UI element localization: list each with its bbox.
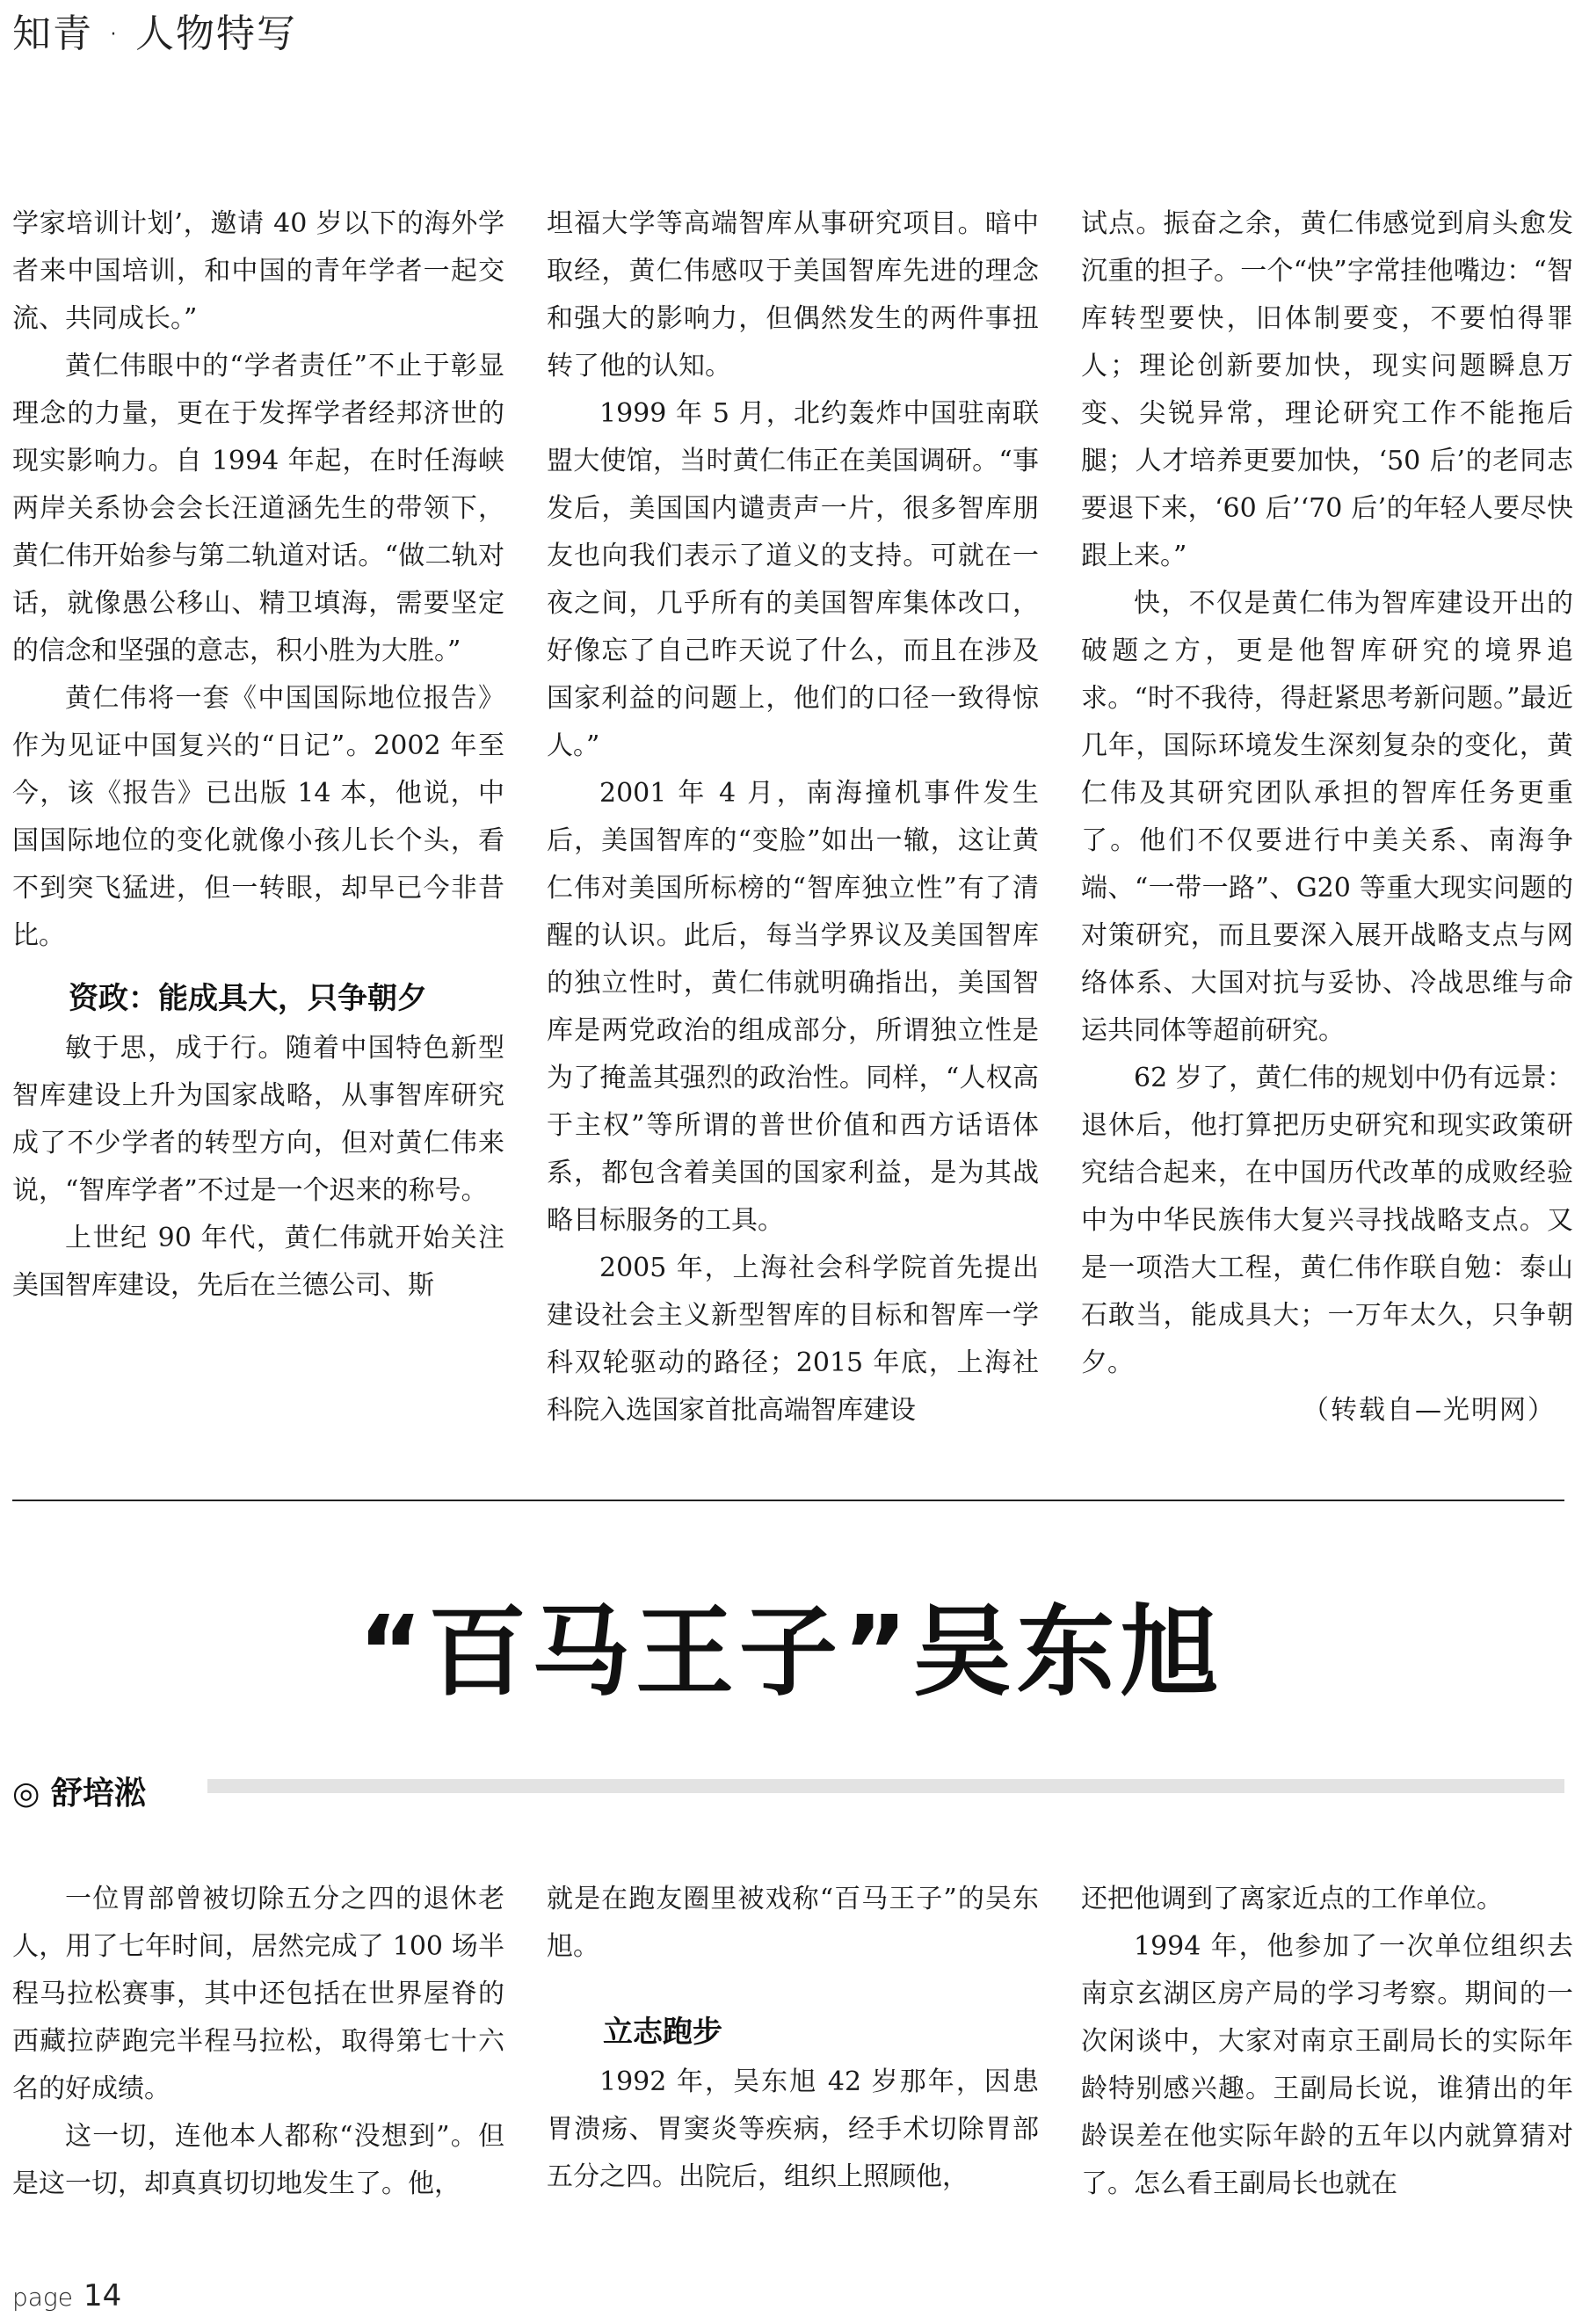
article1-column-2 <box>547 200 1039 1434</box>
source-credit: （转载自—光明网） <box>1303 1395 1556 1426</box>
byline-decorative-bar <box>207 1779 1564 1793</box>
author-byline: ◎ 舒培淞 <box>12 1776 146 1812</box>
paragraph: 快，不仅是黄仁伟为智库建设开出的破题之方，更是他智库研究的境界追求。“时不我待，得赶紧思考新问题。”最近几年，国际环境发生深刻复杂的变化，黄仁伟及其研究团队承担的智库任务更重了。他们不仅要进行中美关系、南海争端、“一带一路”、G20 等重大现实问题的对策研究，而且要深入展开战略支点与网络体系、大国对抗与妥协、冷战思维与命运共同体等超前研究。 <box>1081 588 1573 1046</box>
paragraph: 学家培训计划’，邀请 40 岁以下的海外学者来中国培训，和中国的青年学者一起交流、共同成长。” <box>12 208 504 334</box>
article2-column-3 <box>1081 1876 1573 2208</box>
article-title: “百马王子”吴东旭 <box>358 1595 1224 1710</box>
page-label: page <box>12 2283 73 2312</box>
section-divider <box>12 1500 1564 1501</box>
paragraph: 这一切，连他本人都称“没想到”。但是这一切，却真真切切地发生了。他， <box>12 2121 504 2199</box>
paragraph: 敏于思，成于行。随着中国特色新型智库建设上升为国家战略，从事智库研究成了不少学者的转型方向，但对黄仁伟来说，“智库学者”不过是一个迟来的称号。 <box>12 1033 504 1206</box>
subheading: 资政：能成具大，只争朝夕 <box>69 981 427 1016</box>
paragraph: 一位胃部曾被切除五分之四的退休老人，用了七年时间，居然完成了 100 场半程马拉松赛事，其中还包括在世界屋脊的西藏拉萨跑完半程马拉松，取得第七十六名的好成绩。 <box>12 1884 504 2104</box>
paragraph: 黄仁伟将一套《中国国际地位报告》作为见证中国复兴的“日记”。2002 年至今，该《报告》已出版 14 本，他说，中国国际地位的变化就像小孩儿长个头，看不到突飞猛进，但一转眼，却早已今非昔比。 <box>12 683 504 951</box>
article2-column-1 <box>12 1876 504 2208</box>
paragraph: 黄仁伟眼中的“学者责任”不止于彰显理念的力量，更在于发挥学者经邦济世的现实影响力。自 1994 年起，在时任海峡两岸关系协会会长汪道涵先生的带领下，黄仁伟开始参与第二轨道对话。“做二轨对话，就像愚公移山、精卫填海，需要坚定的信念和坚强的意志，积小胜为大胜。” <box>12 351 504 666</box>
page-footer <box>12 2278 121 2313</box>
paragraph: 2005 年，上海社会科学院首先提出建设社会主义新型智库的目标和智库一学科双轮驱动的路径；2015 年底，上海社科院入选国家首批高端智库建设 <box>547 1253 1039 1426</box>
article1-column-1 <box>12 200 504 1310</box>
section-header: 知青 · 人物特写 <box>12 11 297 56</box>
paragraph: 就是在跑友圈里被戏称“百马王子”的吴东旭。 <box>547 1884 1039 1962</box>
paragraph: 试点。振奋之余，黄仁伟感觉到肩头愈发沉重的担子。一个“快”字常挂他嘴边：“智库转型要快，旧体制要变，不要怕得罪人；理论创新要加快，现实问题瞬息万变、尖锐异常，理论研究工作不能拖后腿；人才培养更要加快，‘50 后’的老同志要退下来，‘60 后’‘70 后’的年轻人要尽快跟上来。” <box>1081 208 1573 571</box>
article1-column-3 <box>1081 200 1573 1434</box>
paragraph: 2001 年 4 月，南海撞机事件发生后，美国智库的“变脸”如出一辙，这让黄仁伟对美国所标榜的“智库独立性”有了清醒的认识。此后，每当学界议及美国智库的独立性时，黄仁伟就明确指出，美国智库是两党政治的组成部分，所谓独立性是为了掩盖其强烈的政治性。同样，“人权高于主权”等所谓的普世价值和西方话语体系，都包含着美国的国家利益，是为其战略目标服务的工具。 <box>547 778 1039 1236</box>
subheading: 立志跑步 <box>603 2015 722 2050</box>
page-number: 14 <box>83 2278 122 2313</box>
paragraph: 坦福大学等高端智库从事研究项目。暗中取经，黄仁伟感叹于美国智库先进的理念和强大的影响力，但偶然发生的两件事扭转了他的认知。 <box>547 208 1039 381</box>
paragraph: 还把他调到了离家近点的工作单位。 <box>1081 1884 1503 1914</box>
paragraph: 上世纪 90 年代，黄仁伟就开始关注美国智库建设，先后在兰德公司、斯 <box>12 1223 504 1301</box>
article2-column-2 <box>547 1876 1039 2201</box>
paragraph: 1992 年，吴东旭 42 岁那年，因患胃溃疡、胃窦炎等疾病，经手术切除胃部五分之四。出院后，组织上照顾他， <box>547 2066 1039 2192</box>
paragraph: 62 岁了，黄仁伟的规划中仍有远景：退休后，他打算把历史研究和现实政策研究结合起来，在中国历代改革的成败经验中为中华民族伟大复兴寻找战略支点。又是一项浩大工程，黄仁伟作联自勉：泰山石敢当，能成具大；一万年太久，只争朝夕。 <box>1081 1063 1573 1378</box>
paragraph: 1999 年 5 月，北约轰炸中国驻南联盟大使馆，当时黄仁伟正在美国调研。“事发后，美国国内谴责声一片，很多智库朋友也向我们表示了道义的支持。可就在一夜之间，几乎所有的美国智库集体改口，好像忘了自己昨天说了什么，而且在涉及国家利益的问题上，他们的口径一致得惊人。” <box>547 398 1039 761</box>
paragraph: 1994 年，他参加了一次单位组织去南京玄湖区房产局的学习考察。期间的一次闲谈中，大家对南京王副局长的实际年龄特别感兴趣。王副局长说，谁猜出的年龄误差在他实际年龄的五年以内就算猜对了。怎么看王副局长也就在 <box>1081 1931 1573 2199</box>
